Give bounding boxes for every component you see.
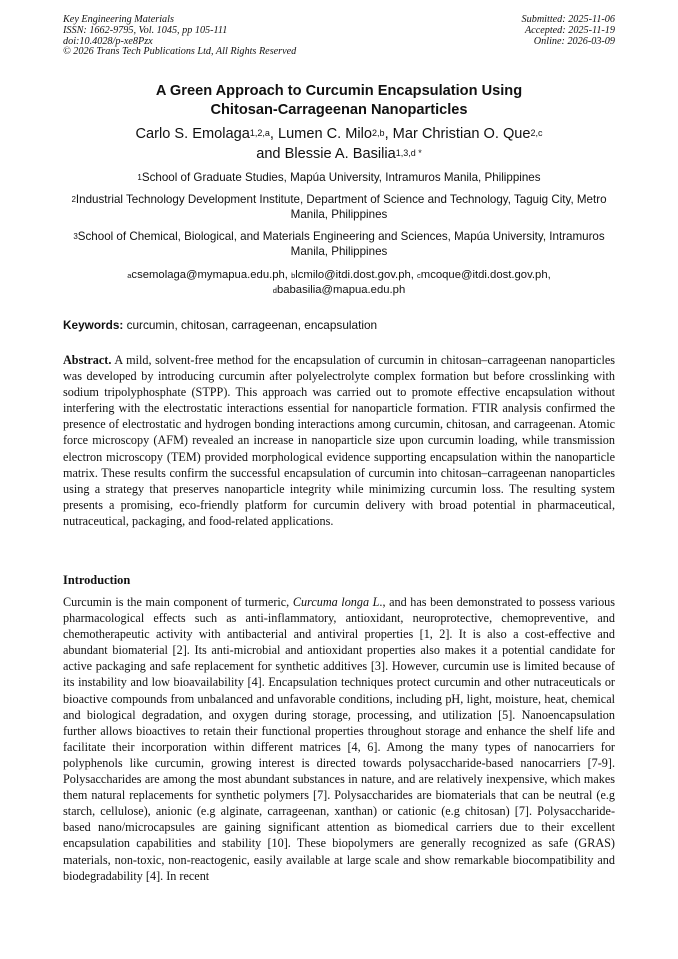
- section-heading-introduction: Introduction: [63, 573, 131, 587]
- affil-text: School of Chemical, Biological, and Materials Engineering and Sciences, Mapúa University, Intramuros Manila, Philippines: [77, 229, 605, 258]
- journal-name: Key Engineering Materials: [63, 14, 174, 25]
- author-list: [63, 124, 615, 164]
- submitted-date: Submitted: 2025-11-06: [521, 14, 615, 25]
- email-sup: b: [291, 271, 296, 280]
- separator: ,: [269, 126, 278, 142]
- paper-title: [63, 82, 615, 120]
- email-sup: a: [127, 271, 132, 280]
- author-affil-sup: 2,b: [372, 128, 385, 138]
- affiliation-2: [63, 192, 615, 223]
- affil-sup: 1: [137, 173, 142, 182]
- abstract-label: Abstract.: [63, 353, 112, 367]
- affil-sup: 2: [71, 194, 76, 204]
- separator: ,: [384, 126, 393, 142]
- affiliations: [63, 170, 615, 266]
- intro-text: ., and has been demonstrated to possess various pharmacological effects such as anti-inflammatory, antioxidant, neuroprotective, chemopreventive, and chemotherapeutic activity with antibacterial and antiviral properties [1, 2]. It is also a cost-effective and abundant biomaterial [2]. Its anti-microbial and antioxidant properties also makes it a potential candidate for active packaging and safe replacement for synthetic additives [3]. However, curcumin use is limited because of its instability and low bioavailability [4]. Encapsulation techniques protect curcumin and other nutraceuticals or bioactive compounds from unbalanced and unfavorable conditions, including pH, light, moisture, heat, chemical and biological degradation, and oxygen during storage, processing, and utilization [5]. Nanoencapsulation further allows bioactives to retain their functional properties throughout storage and enhance the shelf life and facilitate their incorporation within different matrices [4, 6]. Among the many types of nanocarriers for polyphenols like curcumin, growing interest is directed towards polysaccharide-based nanocarriers [7-9]. Polysaccharides are among the most abundant substances in nature, and are relatively inexpensive, which makes them natural replacements for synthetic polymers [7]. Polysaccharides are biomaterials that can be neutral (e.g starch, cellulose), anionic (e.g alginate, carrageenan, xanthan) or cationic (e.g chitosan) [7]. Polysaccharide-based nano/microcapsules are gaining significant attention as biomedical carriers due to their excellent encapsulation capabilities and stability [10]. These biopolymers are generally recognized as safe (GRAS) materials, non-toxic, non-reactogenic, easily available at large scale and show remarkable biocompatibility and biodegradability [4]. In recent: [63, 595, 615, 883]
- introduction-body: [63, 594, 615, 884]
- abstract: [63, 352, 615, 529]
- dates-header: [522, 15, 615, 47]
- author-name: Lumen C. Milo: [277, 126, 373, 142]
- author-name: Mar Christian O. Que: [392, 126, 531, 142]
- doi-line: doi:10.4028/p-xe8Pzx: [63, 35, 153, 47]
- journal-header: [63, 15, 296, 58]
- online-date: Online: 2026-03-09: [533, 35, 615, 47]
- author-emails: [63, 268, 615, 298]
- affil-text: Industrial Technology Development Institute, Department of Science and Technology, Taguig City, Metro Manila, Philippines: [75, 192, 607, 221]
- author-affil-sup: 2,c: [530, 128, 543, 138]
- author-name: Carlo S. Emolaga: [135, 126, 250, 142]
- email-b[interactable]: lcmilo@itdi.dost.gov.ph,: [295, 269, 418, 281]
- email-sup: d: [272, 286, 277, 295]
- abstract-text: A mild, solvent-free method for the encapsulation of curcumin in chitosan–carrageenan nanoparticles was developed by introducing curcumin after polyelectrolyte complex formation but before crosslinking with sodium tripolyphosphate (STPP). This approach was carried out to promote effective encapsulation without interfering with the electrostatic interactions essential for nanoparticle formation. FTIR analysis confirmed the presence of electrostatic and hydrogen bonding interactions among curcumin, chitosan, and carrageenan. Atomic force microscopy (AFM) revealed an increase in nanoparticle size upon curcumin loading, while transmission electron microscopy (TEM) provided morphological evidence supporting encapsulation within the nanoparticle matrix. These results confirm the successful encapsulation of curcumin into chitosan–carrageenan nanoparticles using a strategy that preserves nanoparticle integrity while minimizing curcumin loss. The resulting system presents a promising, eco-friendly platform for curcumin delivery with broad potential in pharmaceutical, nutraceutical, packaging, and food-related applications.: [63, 353, 615, 528]
- email-c[interactable]: mcoque@itdi.dost.gov.ph,: [420, 269, 551, 281]
- copyright-line: © 2026 Trans Tech Publications Ltd, All Rights Reserved: [63, 46, 297, 58]
- affil-text: School of Graduate Studies, Mapúa University, Intramuros Manila, Philippines: [141, 171, 541, 184]
- keywords-line: [63, 318, 615, 332]
- species-name: Curcuma longa L: [292, 595, 380, 609]
- accepted-date: Accepted: 2025-11-19: [524, 24, 615, 36]
- email-sup: c: [417, 271, 421, 280]
- email-d[interactable]: babasilia@mapua.edu.ph: [276, 284, 406, 296]
- intro-text: Curcumin is the main component of turmeric,: [63, 595, 293, 609]
- author-affil-sup: 1,2,a: [249, 128, 270, 138]
- keywords-label: Keywords:: [63, 318, 124, 332]
- title-line: Chitosan-Carrageenan Nanoparticles: [210, 102, 468, 118]
- affiliation-3: [63, 229, 615, 260]
- author-name: Blessie A. Basilia: [284, 146, 396, 162]
- and-word: and: [256, 146, 285, 162]
- author-affil-sup: 1,3,d *: [395, 148, 422, 158]
- issn-line: ISSN: 1662-9795, Vol. 1045, pp 105-111: [63, 24, 228, 36]
- title-line: A Green Approach to Curcumin Encapsulation Using: [155, 83, 523, 99]
- email-a[interactable]: csemolaga@mymapua.edu.ph,: [131, 269, 292, 281]
- affiliation-1: [63, 170, 615, 186]
- affil-sup: 3: [73, 231, 78, 241]
- keywords-text: curcumin, chitosan, carrageenan, encapsulation: [123, 318, 378, 332]
